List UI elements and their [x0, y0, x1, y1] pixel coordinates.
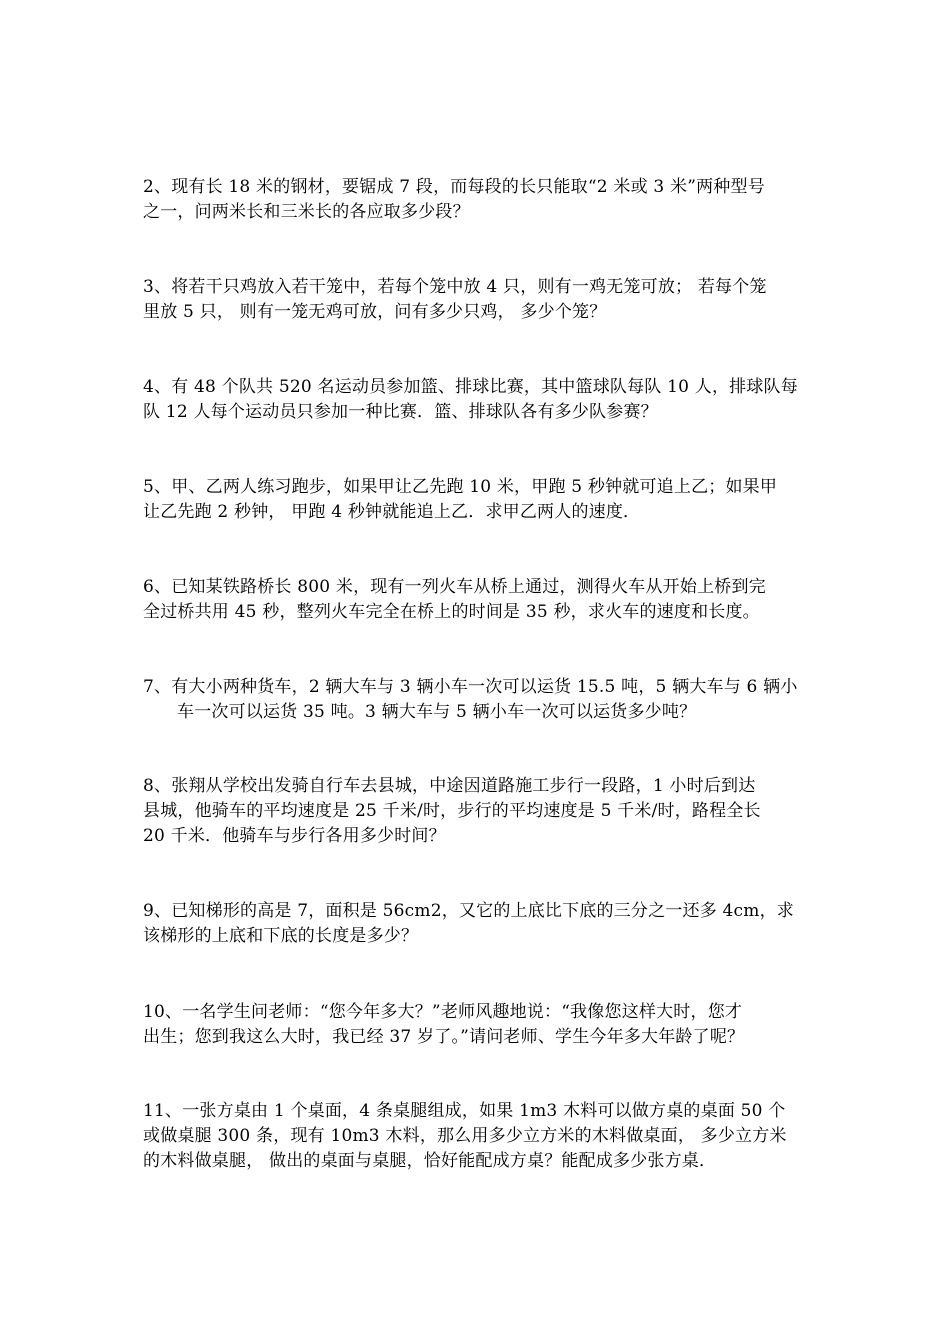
- problem-5: [143, 475, 813, 525]
- problem-3: [143, 275, 813, 325]
- problem-line: 之一，问两米长和三米长的各应取多少段？: [143, 202, 470, 222]
- problem-line: 或做桌腿 300 条，现有 10m3 木料，那么用多少立方米的木料做桌面， 多少立方米: [143, 1126, 787, 1146]
- problem-line: 里放 5 只， 则有一笼无鸡可放，问有多少只鸡， 多少个笼？: [143, 302, 607, 322]
- problem-line: 的木料做桌腿， 做出的桌面与桌腿，恰好能配成方桌？能配成多少张方桌．: [143, 1151, 717, 1171]
- problem-line: 该梯形的上底和下底的长度是多少？: [143, 926, 419, 946]
- problem-line: 11、一张方桌由 1 个桌面，4 条桌腿组成，如果 1m3 木料可以做方桌的桌面 50 个: [143, 1101, 786, 1121]
- problem-7: [143, 675, 813, 725]
- problem-line: 4、有 48 个队共 520 名运动员参加篮、排球比赛，其中篮球队每队 10 人，排球队每: [143, 377, 798, 397]
- problem-line: 县城，他骑车的平均速度是 25 千米/时，步行的平均速度是 5 千米/时，路程全长: [143, 801, 761, 821]
- problem-line: 出生；您到我这么大时，我已经 37 岁了。”请问老师、学生今年多大年龄了呢？: [143, 1027, 745, 1047]
- problem-line: 10、一名学生问老师：“您今年多大？”老师风趣地说：“我像您这样大时，您才: [143, 1002, 743, 1022]
- problem-line: 队 12 人每个运动员只参加一种比赛．篮、排球队各有多少队参赛？: [143, 402, 658, 422]
- problem-line: 20 千米．他骑车与步行各用多少时间？: [143, 826, 446, 846]
- problem-4: [143, 375, 813, 425]
- problem-line: 9、已知梯形的高是 7，面积是 56cm2，又它的上底比下底的三分之一还多 4cm，求: [143, 901, 794, 921]
- problem-line: 6、已知某铁路桥长 800 米，现有一列火车从桥上通过，测得火车从开始上桥到完: [143, 577, 766, 597]
- problem-line: 让乙先跑 2 秒钟， 甲跑 4 秒钟就能追上乙．求甲乙两人的速度．: [143, 502, 641, 522]
- problem-line: 全过桥共用 45 秒，整列火车完全在桥上的时间是 35 秒，求火车的速度和长度。: [143, 602, 760, 622]
- problem-6: [143, 575, 813, 625]
- problem-line: 8、张翔从学校出发骑自行车去县城，中途因道路施工步行一段路，1 小时后到达: [143, 776, 756, 796]
- problem-10: [143, 1000, 813, 1050]
- problem-line: 2、现有长 18 米的钢材，要锯成 7 段，而每段的长只能取“2 米或 3 米”两种型号: [143, 177, 765, 197]
- problem-2: [143, 175, 813, 225]
- problem-line: 7、有大小两种货车，2 辆大车与 3 辆小车一次可以运货 15.5 吨，5 辆大车与 6 辆小: [143, 677, 798, 697]
- problem-11: [143, 1099, 813, 1174]
- problem-8: [143, 774, 813, 849]
- problem-9: [143, 899, 813, 949]
- problem-line: 车一次可以运货 35 吨。3 辆大车与 5 辆小车一次可以运货多少吨？: [177, 702, 697, 722]
- problem-line: 5、甲、乙两人练习跑步，如果甲让乙先跑 10 米，甲跑 5 秒钟就可追上乙；如果甲: [143, 477, 778, 497]
- problem-line: 3、将若干只鸡放入若干笼中，若每个笼中放 4 只，则有一鸡无笼可放； 若每个笼: [143, 277, 767, 297]
